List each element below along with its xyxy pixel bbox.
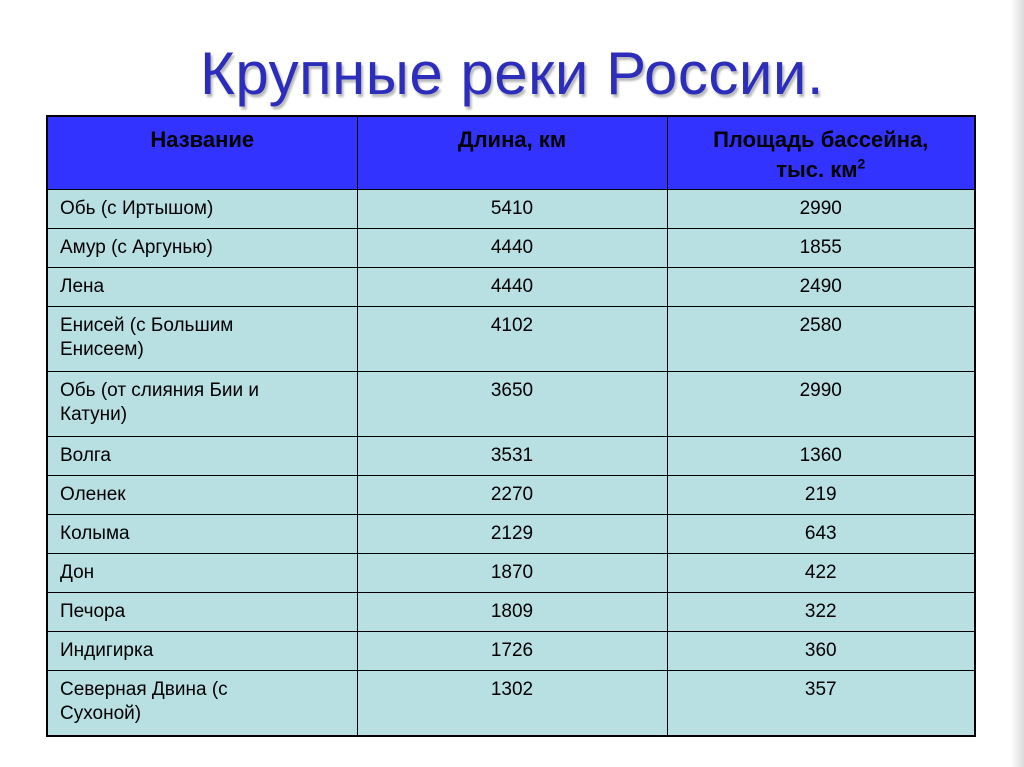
- header-basin-superscript: 2: [857, 155, 866, 172]
- river-name-cell: [47, 554, 357, 593]
- river-name-continued: Енисеем): [60, 339, 144, 360]
- river-basin-cell: 322: [667, 593, 975, 632]
- header-basin-line1: Площадь бассейна,: [713, 127, 929, 152]
- table-row: [47, 671, 975, 736]
- river-name: Амур (с Аргунью): [60, 237, 213, 258]
- river-name: Енисей (с Большим: [60, 315, 234, 336]
- table-row: [47, 372, 975, 437]
- river-length-cell: 4440: [357, 229, 667, 268]
- river-name: Волга: [60, 445, 111, 466]
- river-basin-cell: 219: [667, 476, 975, 515]
- table-row: [47, 268, 975, 307]
- header-basin-line2: тыс. км: [776, 157, 858, 182]
- river-length-cell: 3531: [357, 437, 667, 476]
- river-name: Оленек: [60, 484, 126, 505]
- rivers-table: [46, 115, 976, 737]
- river-name-cell: [47, 437, 357, 476]
- river-basin-cell: 360: [667, 632, 975, 671]
- river-name-cell: [47, 593, 357, 632]
- river-length-cell: 1870: [357, 554, 667, 593]
- river-length-cell: 2129: [357, 515, 667, 554]
- table-header-row: [47, 116, 975, 190]
- river-name-cell: [47, 476, 357, 515]
- river-length-cell: 2270: [357, 476, 667, 515]
- table-row: [47, 515, 975, 554]
- river-basin-cell: 2490: [667, 268, 975, 307]
- river-length-cell: 1809: [357, 593, 667, 632]
- river-basin-cell: 2580: [667, 307, 975, 372]
- slide-title: Крупные реки России.: [199, 40, 825, 107]
- river-name: Печора: [60, 601, 126, 622]
- river-basin-cell: 1360: [667, 437, 975, 476]
- header-length: Длина, км: [357, 116, 667, 190]
- river-basin-cell: 2990: [667, 372, 975, 437]
- river-length-cell: 4440: [357, 268, 667, 307]
- river-basin-cell: 357: [667, 671, 975, 736]
- table-row: [47, 229, 975, 268]
- river-length-cell: 3650: [357, 372, 667, 437]
- table-row: [47, 593, 975, 632]
- header-name: Название: [47, 116, 357, 190]
- river-name-cell: [47, 190, 357, 229]
- river-name: Северная Двина (с: [60, 679, 228, 700]
- river-length-cell: 1726: [357, 632, 667, 671]
- river-name-cell: [47, 268, 357, 307]
- river-name-cell: [47, 372, 357, 437]
- river-name-cell: [47, 632, 357, 671]
- table-row: [47, 632, 975, 671]
- river-name: Лена: [60, 276, 105, 297]
- river-basin-cell: 1855: [667, 229, 975, 268]
- table-row: [47, 307, 975, 372]
- river-length-cell: 1302: [357, 671, 667, 736]
- river-basin-cell: 643: [667, 515, 975, 554]
- river-basin-cell: 2990: [667, 190, 975, 229]
- river-name-cell: [47, 229, 357, 268]
- river-name-continued: Катуни): [60, 404, 128, 425]
- river-name-cell: [47, 671, 357, 736]
- river-length-cell: 4102: [357, 307, 667, 372]
- river-name-continued: Сухоной): [60, 703, 142, 724]
- river-name: Колыма: [60, 523, 130, 544]
- table-row: [47, 476, 975, 515]
- river-name: Обь (от слияния Бии и: [60, 380, 260, 401]
- table-row: [47, 554, 975, 593]
- river-length-cell: 5410: [357, 190, 667, 229]
- river-name: Индигирка: [60, 640, 154, 661]
- table-body: [47, 190, 975, 736]
- table-row: [47, 437, 975, 476]
- header-basin: [667, 116, 975, 190]
- river-name: Обь (с Иртышом): [60, 198, 214, 219]
- table-row: [47, 190, 975, 229]
- river-name: Дон: [60, 562, 95, 583]
- river-name-cell: [47, 307, 357, 372]
- slide-edge-shadow: [1010, 0, 1024, 767]
- river-basin-cell: 422: [667, 554, 975, 593]
- river-name-cell: [47, 515, 357, 554]
